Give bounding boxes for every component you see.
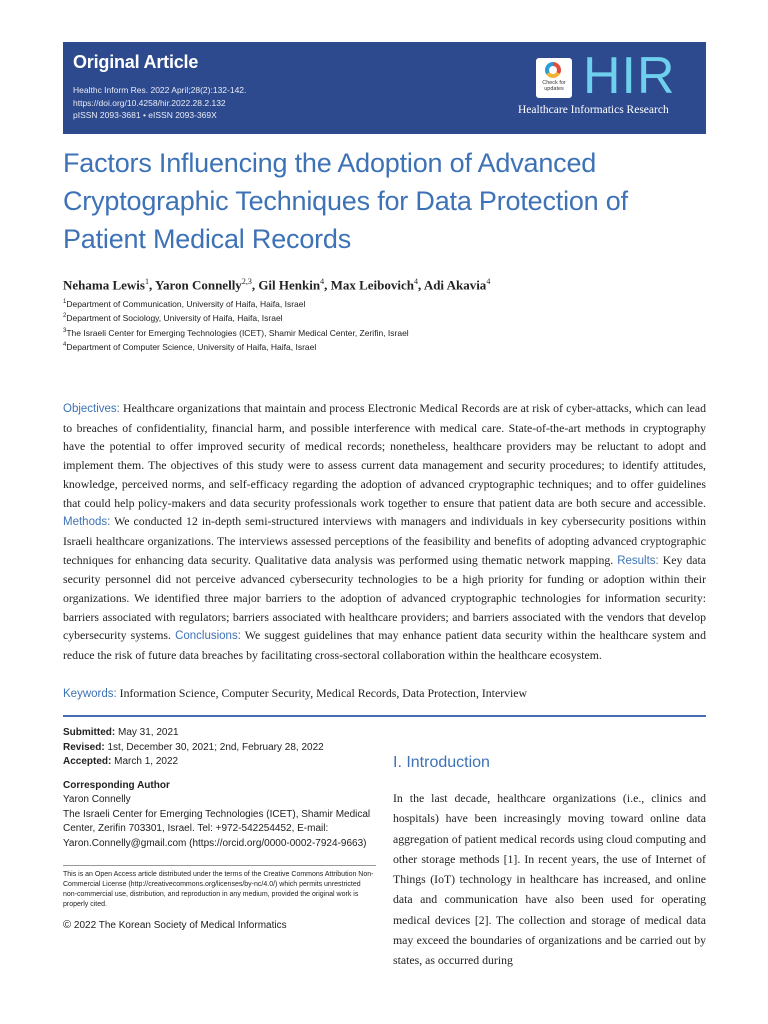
license-text: This is an Open Access article distributed under the terms of the Creative Commons Attribution Non-Commercial License (http://creativecommons.org/licenses/by-nc/4.0/) which permits unrestricted non-commercial use, distribution, and reproduction in any medium, provided the original work is properly cited. [63, 871, 374, 908]
keywords-label: Keywords: [63, 688, 117, 700]
affiliation [63, 296, 409, 310]
conclusions-text: We suggest guidelines that may enhance patient data security within the healthcare system and reduce the risk of future data breaches by facilitating cross-sectoral collaboration within the healthcare ecosystem. [63, 628, 706, 663]
affiliation-text: Department of Computer Science, University of Haifa, Haifa, Israel [66, 341, 317, 352]
accepted-date [63, 755, 376, 770]
objectives-label: Objectives: [63, 403, 120, 415]
affiliation-number: 1 [63, 299, 67, 305]
author: Adi Akavia [423, 277, 487, 293]
affiliation [63, 310, 409, 324]
copyright-text: 2022 The Korean Society of Medical Informatics [71, 920, 287, 931]
author-separator: , [418, 277, 424, 293]
author-separator: , [324, 277, 331, 293]
author-affiliation-mark: 4 [320, 277, 325, 286]
article-title: Factors Influencing the Adoption of Advanced Cryptographic Techniques for Data Protection of Patient Medical Records [63, 148, 628, 254]
crossmark-icon [545, 62, 561, 78]
affiliation [63, 325, 409, 339]
corresponding-heading: Corresponding Author [63, 779, 170, 791]
affiliation-number: 3 [63, 327, 67, 334]
author: Max Leibovich [330, 277, 415, 293]
author-separator: , [251, 277, 259, 293]
keywords [63, 686, 527, 701]
journal-logo: HIR [583, 47, 676, 105]
license-divider [63, 865, 376, 866]
affiliation-number: 4 [63, 341, 67, 348]
results-text: Key data security personnel did not perceive advanced cybersecurity technologies to be a high priority for funding or adoption within their organizations. We identified three major barriers to the adoption of advanced cryptographic technologies for information security: barriers associated with regulators; barriers associated with healthcare providers; and barriers associated with the vendors that develop cybersecurity systems. [63, 552, 706, 643]
copyright [63, 919, 287, 931]
article-type: Original Article [73, 52, 199, 72]
author-affiliation-mark: 4 [414, 277, 419, 286]
revised-value: 1st, December 30, 2021; 2nd, February 28, 2022 [104, 741, 324, 753]
corresponding-author [63, 779, 376, 852]
author: Yaron Connelly [155, 277, 242, 293]
objectives-text: Healthcare organizations that maintain and process Electronic Medical Records are at risk of cyber-attacks, which can lead to breaches of confidentiality, financial harm, and possible interference with medical care. State-of-the-art methods in cryptography have the potential to offer improved security of medical records; nonetheless, healthcare providers may be reluctant to adopt and implement them. The objectives of this study were to assess current data management and security procedures; to identify attitudes, knowledge, perceived norms, and self-efficacy regarding the adoption of advanced cryptographic techniques; and to offer guidelines that could help policy-makers and data security professionals work together to ensure that patient data are both secure and accessible. [63, 401, 706, 510]
affiliation-text: Department of Sociology, University of Haifa, Haifa, Israel [66, 313, 283, 324]
keywords-text: Information Science, Computer Security, Medical Records, Data Protection, Interview [116, 686, 528, 700]
check-for-updates-badge[interactable] [536, 58, 572, 98]
author-separator: , [148, 277, 155, 293]
author-list [63, 277, 490, 293]
issn: pISSN 2093-3681 • eISSN 2093-369X [73, 110, 217, 120]
accepted-value: March 1, 2022 [111, 756, 179, 767]
corresponding-details: Yaron Connelly The Israeli Center for Emerging Technologies (ICET), Shamir Medical Center, Zerifin 703301, Israel. Tel: +972-542254452, E-mail: Yaron.Connelly@gmail.com (https://orcid.org/0000-0002-7924-9663) [63, 794, 371, 849]
methods-label: Methods: [63, 516, 111, 529]
affiliation-text: Department of Communication, University of Haifa, Haifa, Israel [66, 298, 306, 309]
affiliation-number: 2 [63, 313, 67, 320]
author-affiliation-mark: 2,3 [241, 277, 252, 286]
author-affiliation-mark: 1 [144, 277, 149, 286]
revised-label: Revised: [63, 741, 105, 753]
methods-text: We conducted 12 in-depth semi-structured interviews with managers and individuals in key cybersecurity positions within Israeli healthcare organizations. The interviews assessed perceptions of the feasibility and benefits of adopting advanced cryptographic techniques for enhancing data security. Qualitative data analysis was performed using thematic network mapping. [63, 514, 706, 567]
doi-link[interactable]: https://doi.org/10.4258/hir.2022.28.2.132 [73, 97, 226, 108]
section-divider [63, 715, 706, 717]
journal-name: Healthcare Informatics Research [518, 104, 669, 116]
abstract [63, 399, 706, 665]
badge-label: Check for updates [542, 80, 566, 92]
revised-date [63, 741, 376, 756]
conclusions-label: Conclusions: [175, 630, 241, 643]
citation: Healthc Inform Res. 2022 April;28(2):132-142. [73, 85, 247, 95]
copyright-icon: © [63, 919, 72, 931]
article-info-column [63, 726, 376, 931]
submitted-date [63, 726, 376, 741]
author: Gil Henkin [258, 277, 321, 293]
introduction-heading: I. Introduction [393, 754, 490, 771]
introduction-text: In the last decade, healthcare organizations (i.e., clinics and hospitals) have been increasingly moving toward online data aggregation of patient medical records using cloud computing and other storage methods [1]. In recent years, the use of Internet of Things (IoT) technology in healthcare has increased, and online data and communication have also been used for operating medical devices [2]. The collection and storage of medical data may exceed the boundaries of organizations and be carried out by states, as occurred during [393, 791, 706, 968]
affiliations [63, 296, 409, 353]
affiliation [63, 339, 409, 353]
citation-block [73, 84, 246, 122]
submitted-label: Submitted: [63, 727, 116, 738]
article-dates [63, 726, 376, 770]
accepted-label: Accepted: [63, 756, 112, 767]
results-label: Results: [617, 554, 659, 567]
submitted-value: May 31, 2021 [115, 727, 179, 738]
author-affiliation-mark: 4 [486, 277, 491, 286]
journal-header [63, 42, 706, 134]
affiliation-text: The Israeli Center for Emerging Technologies (ICET), Shamir Medical Center, Zerifin, Israel [66, 327, 409, 338]
author: Nehama Lewis [63, 277, 145, 293]
